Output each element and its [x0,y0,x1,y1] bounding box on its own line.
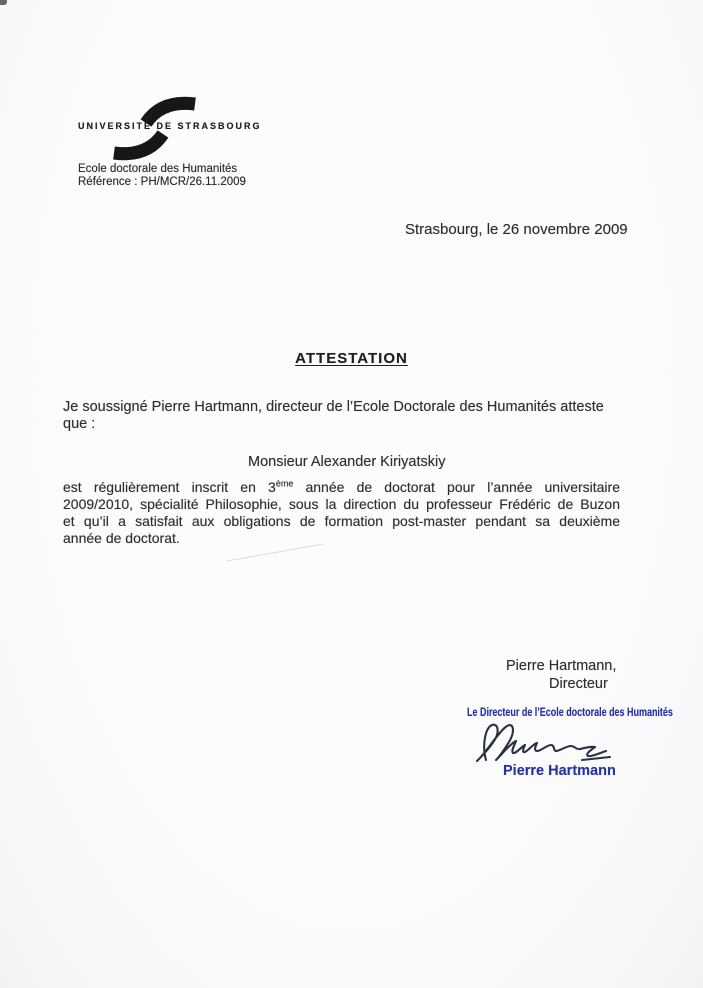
document-title: ATTESTATION [295,350,408,367]
doctoral-school-name: Ecole doctorale des Humanités [78,163,238,175]
intro-line-1: Je soussigné Pierre Hartmann, directeur de l’Ecole Doctorale des Humanités atteste [63,399,604,415]
intro-line-2: que : [63,416,96,432]
paragraph-line-2: 2009/2010, spécialité Philosophie, sous la direction du professeur Frédéric de Buzon [63,496,620,513]
student-name: Monsieur Alexander Kiriyatskiy [248,454,446,470]
university-name: UNIVERSITÉ DE STRASBOURG [78,121,262,131]
intro-statement [63,399,663,433]
signatory-name: Pierre Hartmann, [506,658,617,674]
paragraph-line-1-tail: année de doctorat pour l’année universitaire [293,479,620,495]
scan-corner-speck [0,0,7,5]
paragraph-line-4: année de doctorat. [63,530,180,547]
paragraph-line-1 [63,479,620,496]
stamp-director-line: Le Directeur de l’Ecole doctorale des Humanités [467,707,673,719]
paragraph-line-3: et qu’il a satisfait aux obligations de formation post-master pendant sa deuxième [63,513,620,530]
handwritten-signature [470,720,626,766]
signatory-title: Directeur [549,676,608,692]
dateline: Strasbourg, le 26 novembre 2009 [405,221,628,238]
paragraph-line-1-text: est régulièrement inscrit en 3 [63,479,276,495]
ordinal-superscript: ème [275,478,294,489]
stamp-name: Pierre Hartmann [503,763,616,779]
body-paragraph [63,479,620,547]
reference-number: Référence : PH/MCR/26.11.2009 [78,176,246,188]
